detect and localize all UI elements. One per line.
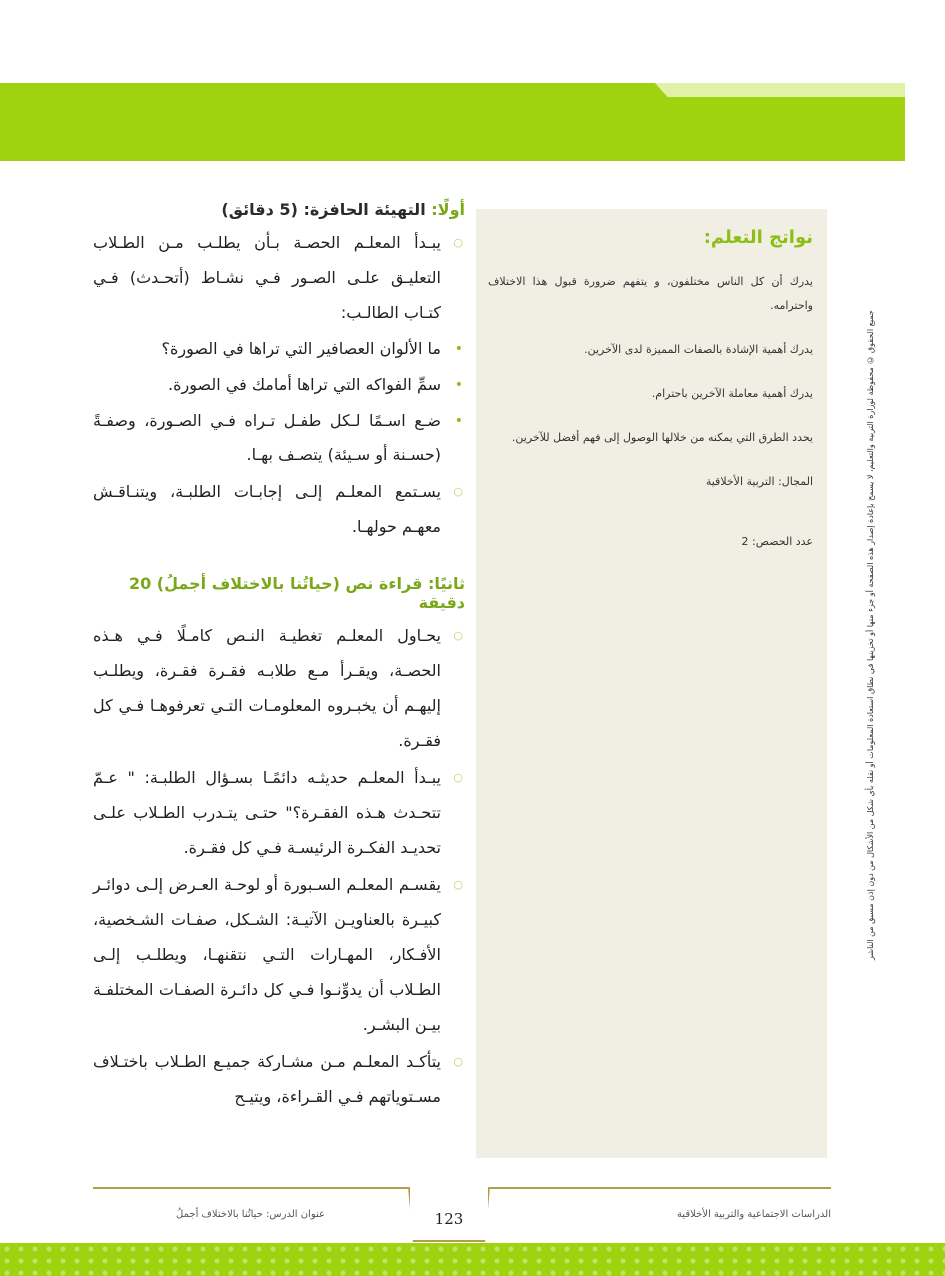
header-tail xyxy=(0,148,205,161)
section-heading-reading xyxy=(93,574,465,612)
outcome-item: يدرك أهمية معاملة الآخرين باحترام. xyxy=(651,387,813,400)
header-notch xyxy=(655,83,905,97)
outcome-item: يدرك أهمية الإشادة بالصفات المميزة لدى الآخرين. xyxy=(584,343,813,356)
warmup-list xyxy=(93,225,465,544)
learning-outcomes-panel xyxy=(476,209,827,1158)
ring-bullet-icon: ○ xyxy=(453,485,463,498)
dot-bullet-icon: • xyxy=(454,377,463,393)
list-item: ○ يحـاول المعلـم تغطيـة النـص كامـلًا فـي هـذه الحصـة، ويقـرأ مـع طلابـه فقـرة فقـرة، ويطلـب إليهـم أن يخبـروه المعلومـات التـي تعرفوهـا فـي كل فقـرة. xyxy=(93,618,465,758)
dot-bullet-icon: • xyxy=(454,413,463,429)
list-item: ○ يتأكـد المعلـم مـن مشـاركة جميـع الطـلاب باختـلاف مسـتوياتهم فـي القـراءة، ويتيـح xyxy=(93,1044,465,1114)
section-label: أولًا: xyxy=(431,200,465,219)
outcome-item: يحدد الطرق التي يمكنه من خلالها الوصول إلى فهم أفضل للآخرين. xyxy=(511,431,813,444)
lesson-content xyxy=(93,200,465,1116)
reading-list xyxy=(93,618,465,1114)
periods-label: عدد الحصص: 2 xyxy=(741,535,813,548)
outcome-item: يدرك أن كل الناس مختلفون، و يتفهم ضرورة قبول هذا الاختلاف واحترامه. xyxy=(488,275,813,312)
footer-band xyxy=(0,1243,945,1276)
list-item: • ما الألوان العصافير التي تراها في الصورة؟ xyxy=(93,332,465,366)
ring-bullet-icon: ○ xyxy=(453,236,463,249)
subject-title: الدراسات الاجتماعية والتربية الأخلاقية xyxy=(676,1209,831,1220)
page-number: 123 xyxy=(434,1210,464,1228)
panel-title: نواتج التعلم: xyxy=(703,227,813,248)
list-item: ○ يبـدأ المعلـم الحصـة بـأن يطلـب مـن الطـلاب التعليـق علـى الصـور فـي نشـاط (أتحـدث) فـي كتـاب الطالـب: xyxy=(93,225,465,330)
ring-bullet-icon: ○ xyxy=(453,629,463,642)
ring-bullet-icon: ○ xyxy=(453,771,463,784)
list-item: ○ يقسـم المعلـم السـبورة أو لوحـة العـرض إلـى دوائـر كبيـرة بالعناويـن الآتيـة: الشـكل، صفـات الشـخصية، الأفـكار، المهـارات التـي نتقنهـا، ويطلـب إلـى الطـلاب أن يدوِّنـوا فـي كل دائـرة الصفـات المختلفـة بيـن البشـر. xyxy=(93,867,465,1042)
domain-label: المجال: التربية الأخلاقية xyxy=(705,475,813,488)
section-title: قراءة نص (حياتُنا بالاختلاف أجملُ) 20 دقيقة xyxy=(128,574,465,612)
list-item: ○ يسـتمع المعلـم إلـى إجابـات الطلبـة، ويتنـاقـش معهـم حولهـا. xyxy=(93,474,465,544)
section-heading-warmup xyxy=(93,200,465,219)
list-item: • ضـع اسـمًا لـكل طفـل تـراه فـي الصـورة، وصفـةً (حسـنة أو سـيئة) يتصـف بهـا. xyxy=(93,404,465,472)
ring-bullet-icon: ○ xyxy=(453,878,463,891)
list-item: • سمِّ الفواكه التي تراها أمامك في الصورة. xyxy=(93,368,465,402)
list-item: ○ يبـدأ المعلـم حديثـه دائمًـا بسـؤال الطلبـة: " عـمّ تتحـدث هـذه الفقـرة؟" حتـى يتـدرب الطـلاب علـى تحديـد الفكـرة الرئيسـة فـي كل فقـرة. xyxy=(93,760,465,865)
section-label: ثانيًا: xyxy=(428,574,465,593)
dot-bullet-icon: • xyxy=(454,341,463,357)
copyright-notice: جميع الحقوق © محفوظة لوزارة التربية والتعليم، لا يسمح بإعادة إصدار هذه الصفحة أو جزء منها أو تخزينها في نطاق استعادة المعلومات أو نقله بأي شكل من الأشكال من دون إذن مسبق من الناشر xyxy=(866,310,875,960)
lesson-title: عنوان الدرس: حياتُنا بالاختلاف أجملُ xyxy=(176,1209,325,1220)
section-title: التهيئة الحافزة: (5 دقائق) xyxy=(221,200,426,219)
ring-bullet-icon: ○ xyxy=(453,1055,463,1068)
